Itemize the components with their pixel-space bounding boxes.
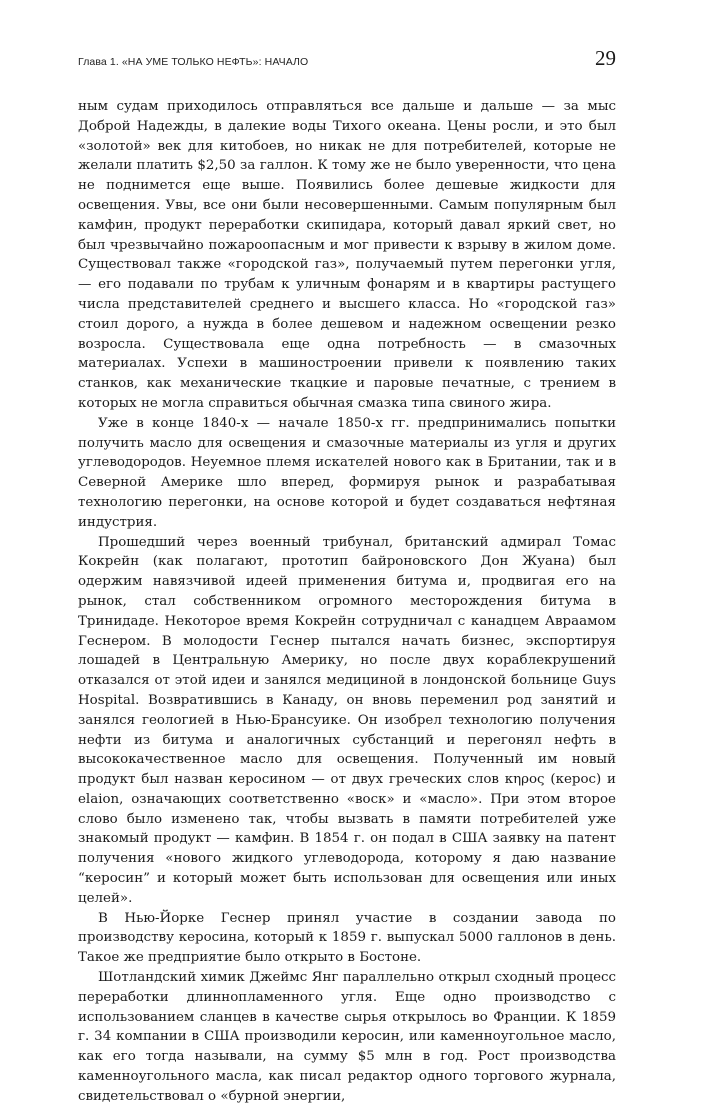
paragraph: Шотландский химик Джеймс Янг параллельно открыл сходный процесс переработки длиннопламенного угля. Еще одно производство с использованием сланцев в качестве сырья открылось во Франции. К 1859 г. 34 компании в США производили керосин, или каменноугольное масло, как его тогда называли, на сумму $5 млн в год. Рост производства каменноугольного масла, как писал редактор одного торгового журнала, свидетельствовал о «бурной энергии,: [78, 970, 616, 1104]
paragraph: Прошедший через военный трибунал, британский адмирал Томас Кокрейн (как полагают, прототип байроновского Дон Жуана) был одержим навязчивой идеей применения битума и, продвигая его на рынок, стал собственником огромного месторождения битума в Тринидаде. Некоторое время Кокрейн сотрудничал с канадцем Авраамом Геснером. В молодости Геснер пытался начать бизнес, экспортируя лошадей в Центральную Америку, но после двух кораблекрушений отказался от этой идеи и занялся медициной в лондонской больнице Guys Hospital. Возвратившись в Канаду, он вновь переменил род занятий и занялся геологией в Нью-Брансуике. Он изобрел технологию получения нефти из битума и аналогичных субстанций и перегонял нефть в высококачественное масло для освещения. Полученный им новый продукт был назван керосином — от двух греческих слов κηρος (керос) и elaion, означающих соответственно «воск» и «масло». При этом второе слово было изменено так, чтобы вызвать в памяти потребителей уже знакомый продукт — камфин. В 1854 г. он подал в США заявку на патент получения «нового жидкого углеводорода, которому я даю название “керосин” и который может быть использован для освещения или иных целей».: [78, 534, 616, 906]
paragraph: ным судам приходилось отправляться все дальше и дальше — за мыс Доброй Надежды, в далекие воды Тихого океана. Цены росли, и это был «золотой» век для китобоев, но никак не для потребителей, которые не желали платить $2,50 за галлон. К тому же не было уверенности, что цена не поднимется еще выше. Появились более дешевые жидкости для освещения. Увы, все они были несовершенными. Самым популярным был камфин, продукт переработки скипидара, который давал яркий свет, но был чрезвычайно пожароопасным и мог привести к взрыву в жилом доме. Существовал также «городской газ», получаемый путем перегонки угля, — его подавали по трубам к уличным фонарям и в квартиры растущего числа представителей среднего и высшего класса. Но «городской газ» стоил дорого, а нужда в более дешевом и надежном освещении резко возросла. Существовала еще одна потребность — в смазочных материалах. Успехи в машиностроении привели к появлению таких станков, как механические ткацкие и паровые печатные, с трением в которых не могла справиться обычная смазка типа свиного жира.: [78, 99, 616, 411]
paragraph: Уже в конце 1840-х — начале 1850-х гг. предпринимались попытки получить масло для освещения и смазочные материалы из угля и других углеводородов. Неуемное племя искателей нового как в Британии, так и в Северной Америке шло вперед, формируя рынок и разрабатывая технологию перегонки, на основе которой и будет создаваться нефтяная индустрия.: [78, 415, 616, 530]
paragraph: В Нью-Йорке Геснер принял участие в создании завода по производству керосина, который к 1859 г. выпускал 5000 галлонов в день. Такое же предприятие было открыто в Бостоне.: [78, 910, 616, 966]
body-text: [78, 97, 616, 1107]
running-head: Глава 1. «НА УМЕ ТОЛЬКО НЕФТЬ»: НАЧАЛО: [78, 56, 309, 68]
page-number: 29: [595, 46, 616, 70]
